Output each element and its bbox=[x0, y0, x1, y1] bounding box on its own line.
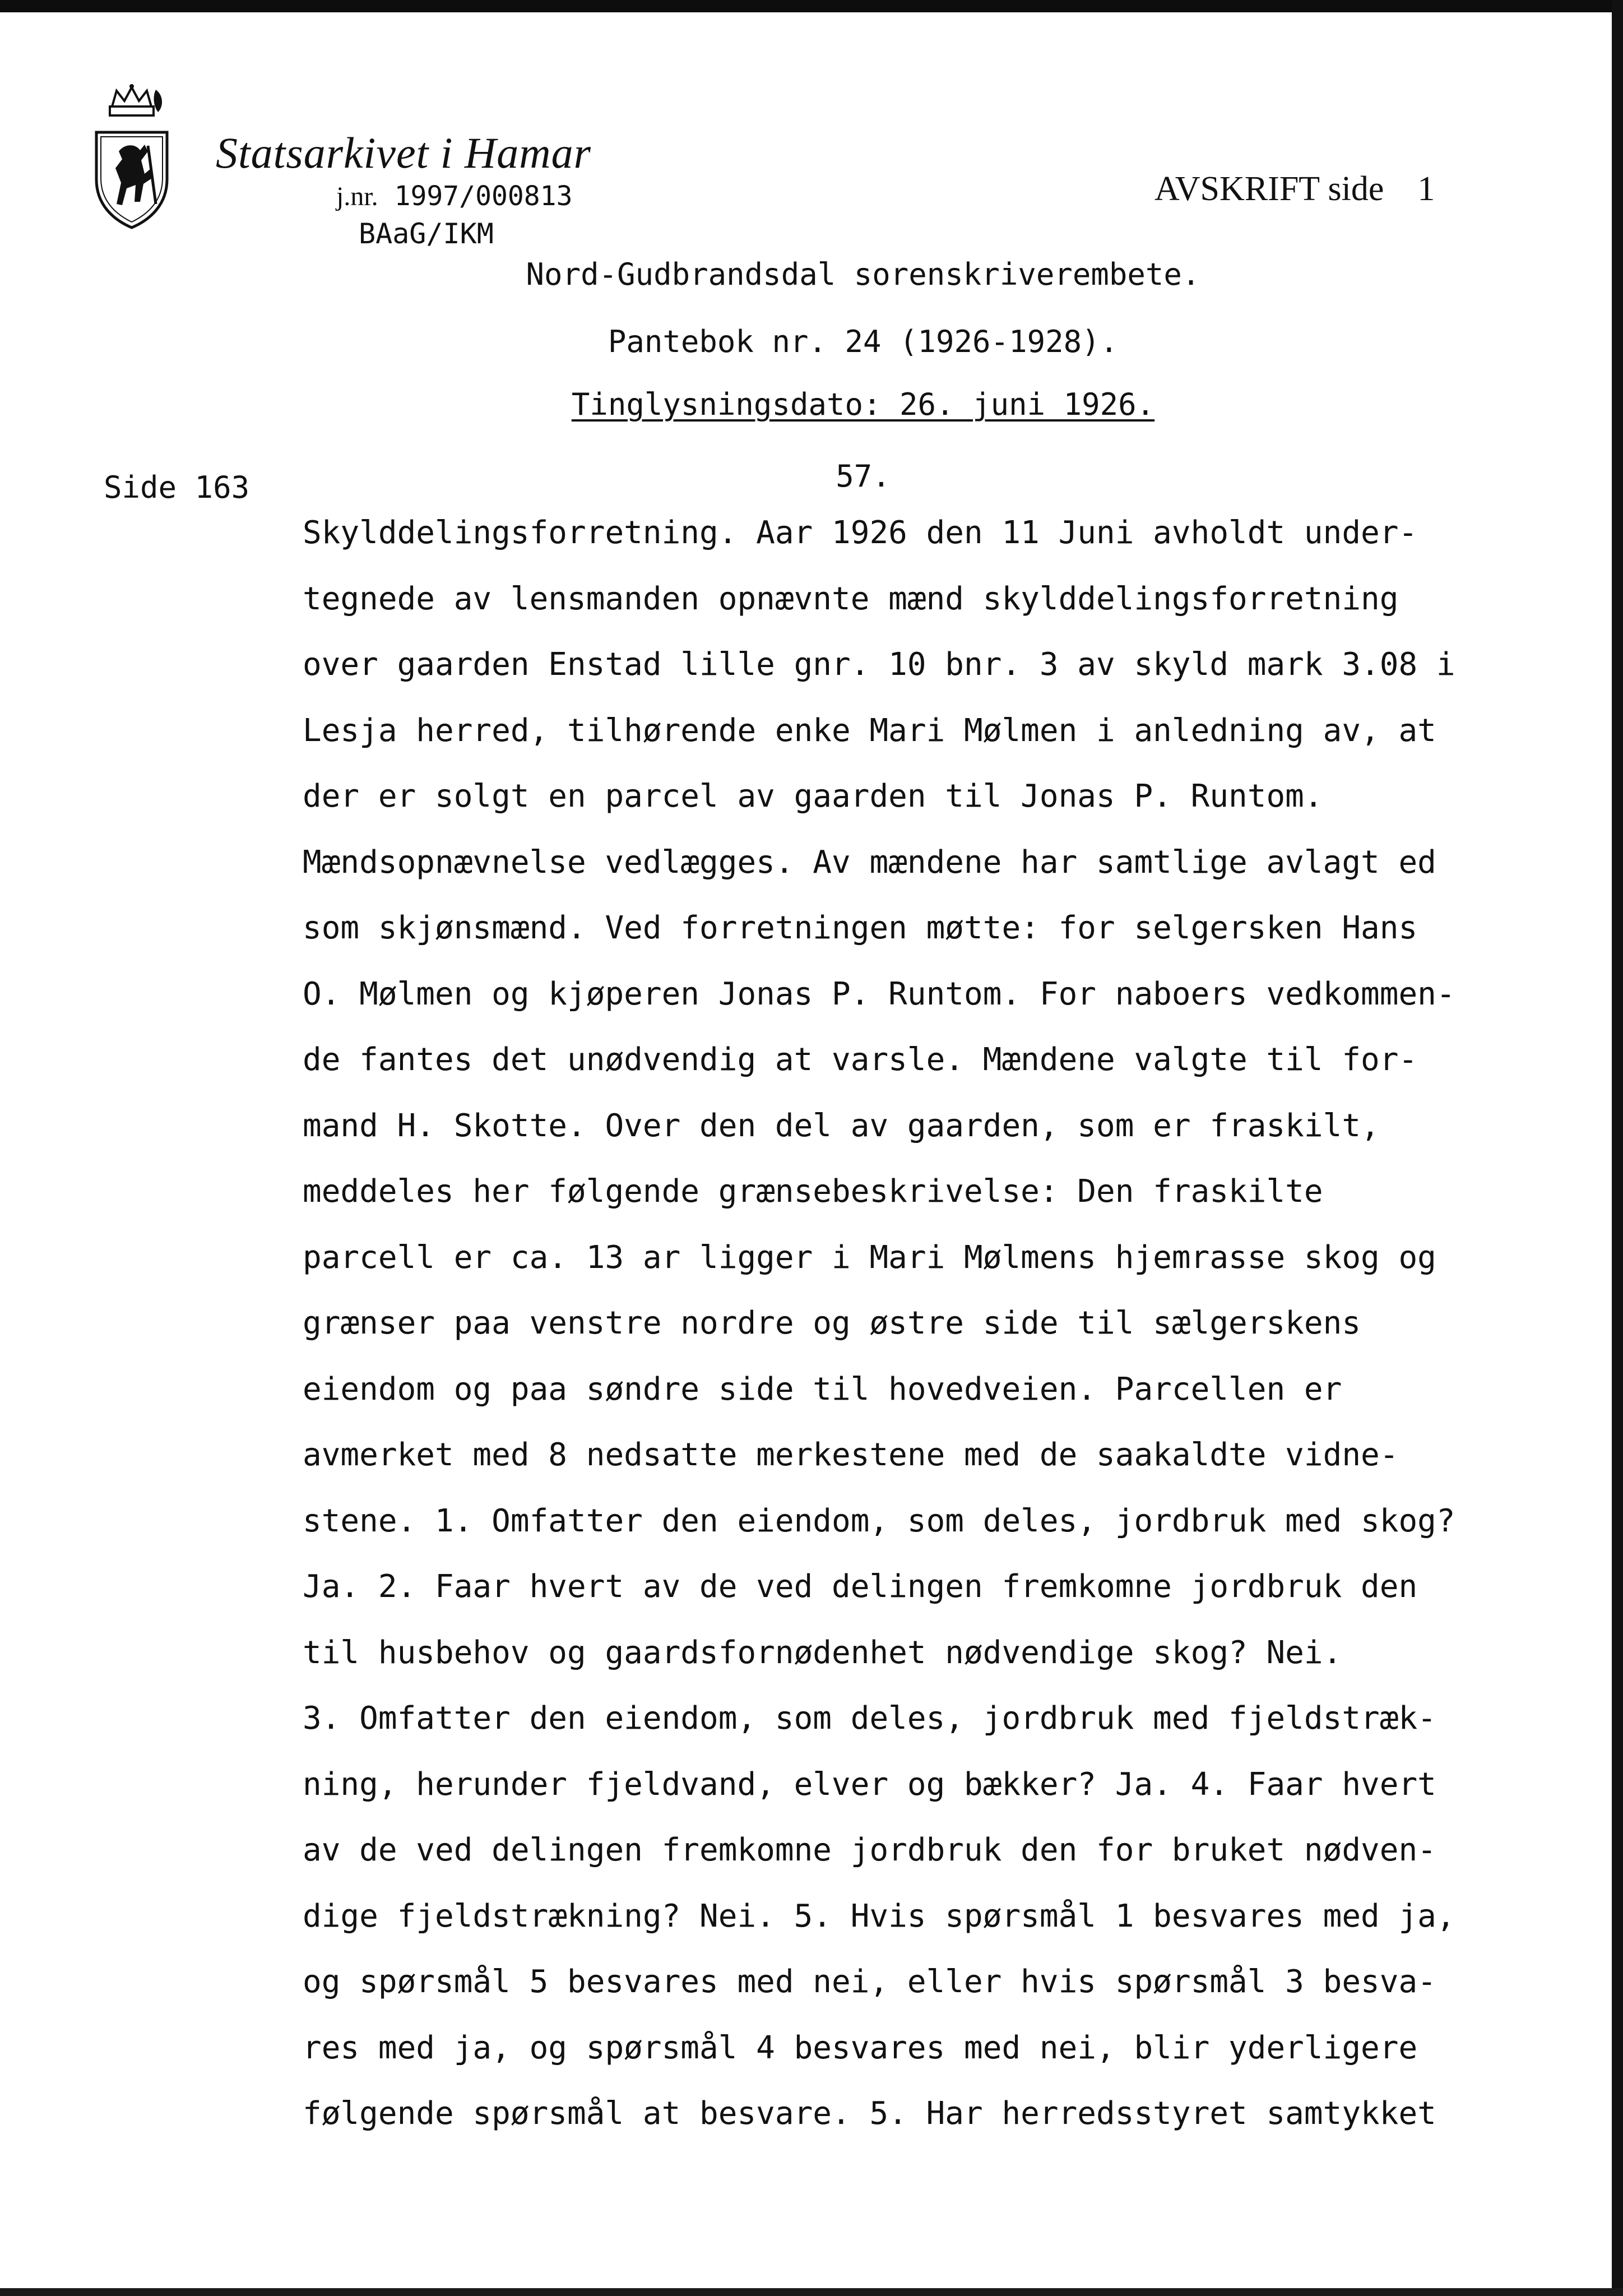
body-line: parcell er ca. 13 ar ligger i Mari Mølmens hjemrasse skog og bbox=[303, 1239, 1436, 1276]
body-line: Mændsopnævnelse vedlægges. Av mændene har samtlige avlagt ed bbox=[303, 844, 1436, 881]
body-line: følgende spørsmål at besvare. 5. Har herredsstyret samtykket bbox=[303, 2095, 1436, 2132]
body-line: som skjønsmænd. Ved forretningen møtte: for selgersken Hans bbox=[303, 910, 1418, 946]
body-line: stene. 1. Omfatter den eiendom, som deles, jordbruk med skog? bbox=[303, 1502, 1455, 1539]
body-line: ning, herunder fjeldvand, elver og bækker? Ja. 4. Faar hvert bbox=[303, 1766, 1436, 1803]
book-heading: Pantebok nr. 24 (1926-1928). bbox=[608, 324, 1119, 359]
copy-page-marker bbox=[1154, 169, 1435, 209]
side-reference: Side 163 bbox=[104, 470, 250, 505]
body-line: Skylddelingsforretning. Aar 1926 den 11 Juni avholdt under- bbox=[303, 515, 1418, 551]
body-line: og spørsmål 5 besvares med nei, eller hvis spørsmål 3 besva- bbox=[303, 1964, 1436, 2000]
copy-label: AVSKRIFT side bbox=[1154, 170, 1384, 208]
coat-of-arms-icon bbox=[90, 84, 174, 230]
reference-code: BAaG/IKM bbox=[359, 217, 494, 250]
body-line: over gaarden Enstad lille gnr. 10 bnr. 3 av skyld mark 3.08 i bbox=[303, 646, 1455, 683]
body-line: der er solgt en parcel av gaarden til Jonas P. Runtom. bbox=[303, 778, 1323, 814]
body-line: av de ved delingen fremkomne jordbruk den for bruket nødven- bbox=[303, 1832, 1436, 1868]
scan-edge-bottom bbox=[0, 2288, 1623, 2296]
body-line: eiendom og paa søndre side til hovedveien. Parcellen er bbox=[303, 1371, 1342, 1408]
body-line: mand H. Skotte. Over den del av gaarden, som er fraskilt, bbox=[303, 1107, 1380, 1144]
body-line: de fantes det unødvendig at varsle. Mændene valgte til for- bbox=[303, 1041, 1418, 1078]
copy-page-number: 1 bbox=[1417, 170, 1435, 208]
office-heading: Nord-Gudbrandsdal sorenskriverembete. bbox=[526, 257, 1200, 292]
registration-date: Tinglysningsdato: 26. juni 1926. bbox=[571, 387, 1155, 422]
body-line: avmerket med 8 nedsatte merkestene med de saakaldte vidne- bbox=[303, 1437, 1399, 1473]
body-line: 3. Omfatter den eiendom, som deles, jordbruk med fjeldstræk- bbox=[303, 1700, 1436, 1737]
body-line: O. Mølmen og kjøperen Jonas P. Runtom. For naboers vedkommen- bbox=[303, 975, 1455, 1012]
scan-edge-right bbox=[1612, 0, 1623, 2296]
archive-name: Statsarkivet i Hamar bbox=[216, 128, 591, 177]
body-line: tegnede av lensmanden opnævnte mænd skylddelingsforretning bbox=[303, 580, 1399, 617]
body-line: res med ja, og spørsmål 4 besvares med nei, blir yderligere bbox=[303, 2029, 1418, 2066]
body-line: Lesja herred, tilhørende enke Mari Mølmen i anledning av, at bbox=[303, 712, 1436, 749]
document-body bbox=[303, 515, 1558, 2161]
body-line: til husbehov og gaardsfornødenhet nødvendige skog? Nei. bbox=[303, 1634, 1342, 1671]
body-line: grænser paa venstre nordre og østre side til sælgerskens bbox=[303, 1305, 1361, 1341]
journal-number bbox=[336, 180, 572, 212]
journal-number-value: 1997/000813 bbox=[394, 180, 573, 212]
body-line: Ja. 2. Faar hvert av de ved delingen fremkomne jordbruk den bbox=[303, 1568, 1418, 1605]
scan-edge-top bbox=[0, 0, 1623, 12]
journal-number-label: j.nr. bbox=[336, 182, 378, 211]
body-line: meddeles her følgende grænsebeskrivelse: Den fraskilte bbox=[303, 1173, 1323, 1210]
body-line: dige fjeldstrækning? Nei. 5. Hvis spørsmål 1 besvares med ja, bbox=[303, 1897, 1455, 1934]
entry-number: 57. bbox=[836, 459, 891, 494]
